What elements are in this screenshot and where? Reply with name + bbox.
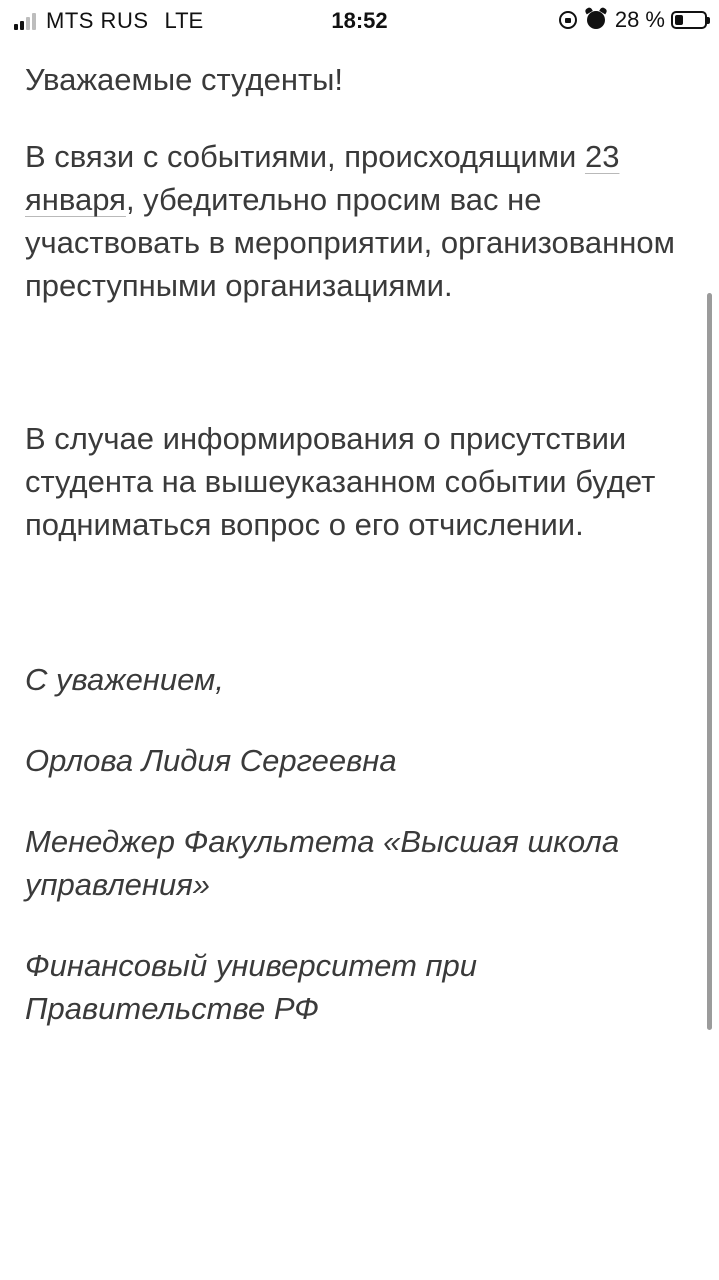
carrier-name: MTS RUS <box>46 8 149 33</box>
orientation-lock-icon <box>559 11 577 29</box>
paragraph-request-start: В связи с событиями, происходящими <box>25 139 585 174</box>
status-bar <box>0 0 719 40</box>
alarm-icon <box>587 11 605 29</box>
scrollbar[interactable] <box>707 293 712 1030</box>
status-right <box>559 7 707 33</box>
sender-name: Орлова Лидия Сергеевна <box>25 743 397 778</box>
sender-position: Менеджер Факультета «Высшая школа управления» <box>25 824 620 902</box>
paragraph-warning: В случае информирования о присутствии студента на вышеуказанном событии будет подниматься вопрос о его отчислении. <box>25 421 656 542</box>
message-body <box>25 58 685 1068</box>
battery-icon <box>671 11 707 29</box>
network-type: LTE <box>164 8 204 33</box>
battery-percent: 28 % <box>614 7 665 32</box>
clock-time: 18:52 <box>331 8 388 33</box>
date-link[interactable]: 23 января <box>25 139 620 217</box>
battery-level <box>675 15 683 25</box>
paragraph-request <box>25 135 685 307</box>
sender-organization: Финансовый университет при Правительстве РФ <box>25 948 478 1026</box>
paragraph-request-end: , убедительно просим вас не участвовать в мероприятии, организованном преступными организациями. <box>25 182 675 303</box>
greeting: Уважаемые студенты! <box>25 62 344 97</box>
closing: С уважением, <box>25 662 224 697</box>
